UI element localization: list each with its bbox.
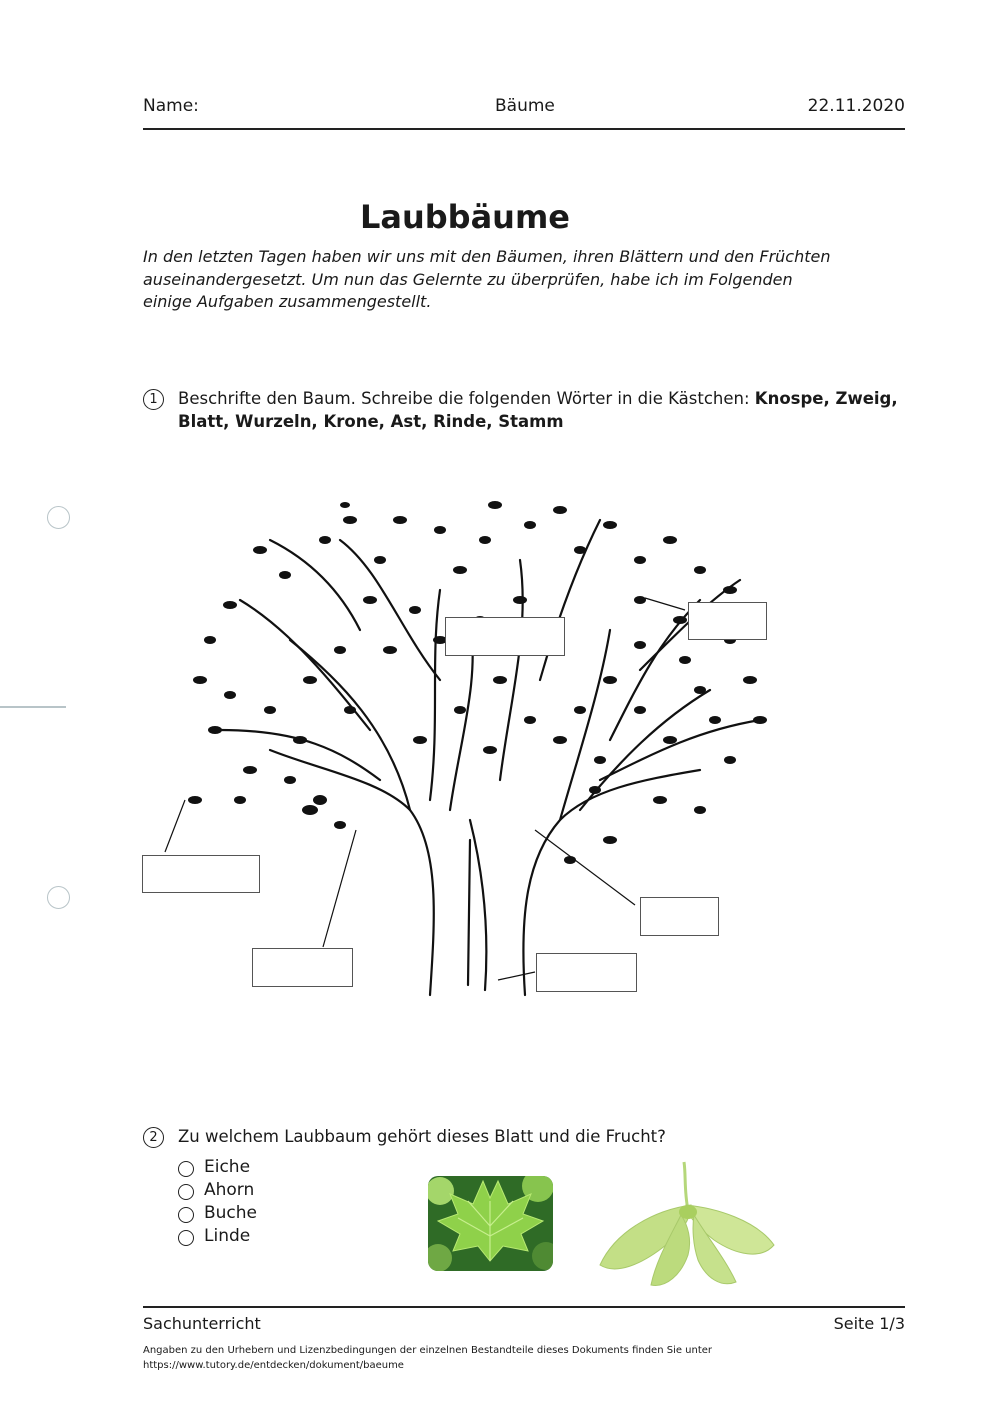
header-rule (143, 128, 905, 130)
label-box-crown[interactable] (445, 617, 565, 656)
name-label: Name: (143, 96, 199, 116)
radio-buche[interactable] (178, 1207, 194, 1223)
task1-words: Knospe, Zweig, Blatt, Wurzeln, Krone, Ast, Rinde, Stamm (178, 389, 898, 431)
tree-illustration (140, 480, 860, 1000)
task2-question: Zu welchem Laubbaum gehört dieses Blatt und die Frucht? (178, 1127, 666, 1146)
task1-instruction (178, 388, 898, 433)
radio-eiche[interactable] (178, 1161, 194, 1177)
footer-subject: Sachunterricht (143, 1314, 261, 1333)
label-box-trunk[interactable] (536, 953, 637, 992)
footer-credit-link[interactable]: https://www.tutory.de/entdecken/dokument/baeume (143, 1360, 404, 1371)
footer-credit: Angaben zu den Urhebern und Lizenzbedingungen der einzelnen Bestandteile dieses Dokuments finden Sie unter (143, 1345, 713, 1356)
header-date: 22.11.2020 (807, 96, 905, 116)
page-title: Laubbäume (360, 198, 570, 236)
maple-leaf-photo (428, 1176, 553, 1271)
option-label: Buche (204, 1203, 258, 1223)
label-box-twig[interactable] (252, 948, 353, 987)
punch-hole-top (47, 506, 70, 529)
option-label: Ahorn (204, 1180, 255, 1200)
intro-text: In den letzten Tagen haben wir uns mit den Bäumen, ihren Blättern und den Früchten auseinandergesetzt. Um nun das Gelernte zu überprüfen, habe ich im Folgenden einige Aufgaben zusammengestellt. (143, 247, 831, 311)
fold-mark (0, 706, 66, 708)
radio-linde[interactable] (178, 1230, 194, 1246)
option-label: Eiche (204, 1157, 251, 1177)
task-number-1: 1 (143, 389, 164, 410)
label-box-branch[interactable] (640, 897, 719, 936)
footer-rule (143, 1306, 905, 1308)
header-topic: Bäume (495, 96, 555, 116)
task-number-2: 2 (143, 1127, 164, 1148)
task1-text: Beschrifte den Baum. Schreibe die folgenden Wörter in die Kästchen: (178, 389, 755, 408)
maple-fruit-photo (596, 1160, 778, 1290)
footer-page: Seite 1/3 (833, 1314, 905, 1333)
radio-ahorn[interactable] (178, 1184, 194, 1200)
label-box-bud[interactable] (142, 855, 260, 893)
punch-hole-bottom (47, 886, 70, 909)
option-label: Linde (204, 1226, 251, 1246)
label-box-leaf[interactable] (688, 602, 767, 640)
